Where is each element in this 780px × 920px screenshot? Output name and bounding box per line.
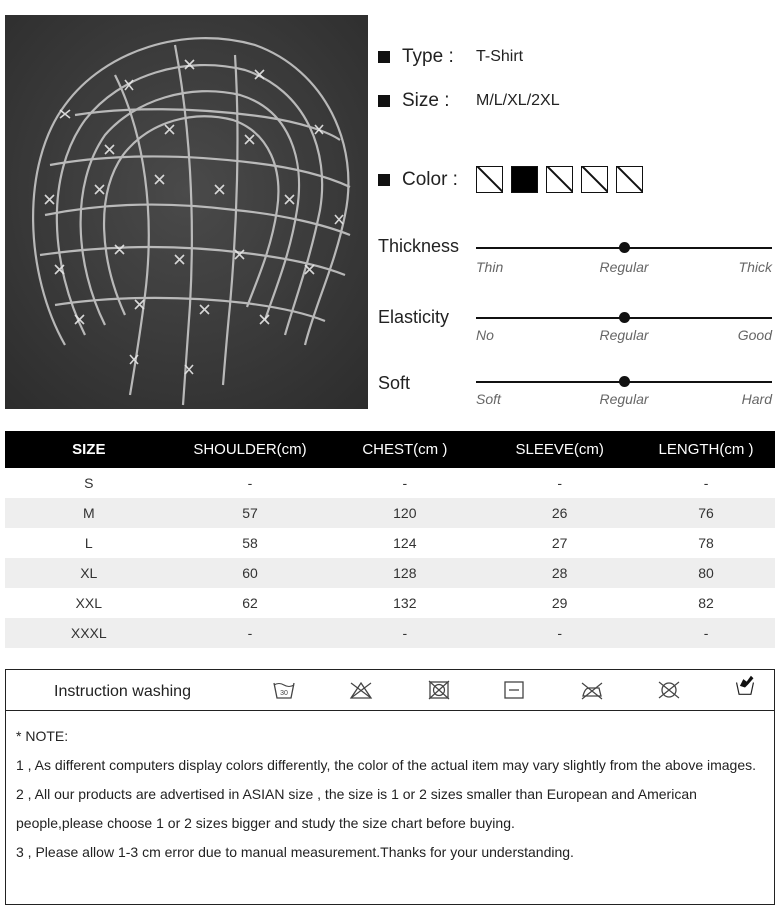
note-2: 2 , All our products are advertised in ASIAN size , the size is 1 or 2 sizes smaller than European and American people,please choose 1 or 2 sizes bigger and study the size chart before buying. [16,786,697,831]
table-cell: 124 [393,535,417,551]
scale-low-text: No [476,327,494,343]
note-3: 3 , Please allow 1-3 cm error due to manual measurement.Thanks for your understanding. [16,844,574,860]
scale-marker [619,376,630,387]
size-table-header [5,431,775,468]
no-bleach-icon [349,679,373,701]
bullet-icon [378,51,390,63]
size-table-header-cell: SHOULDER(cm) [173,431,328,468]
table-row [5,618,775,648]
barbed-wire-skull-icon [5,15,368,409]
bullet-icon [378,174,390,186]
size-table-header-cell: CHEST(cm ) [327,431,482,468]
scale-high-text: Hard [741,391,772,407]
table-cell: 80 [637,558,775,588]
table-cell: 82 [698,595,714,611]
scale-mid-text: Regular [599,259,649,275]
note-1: 1 , As different computers display colors differently, the color of the actual item may vary slightly from the above images. [16,757,757,773]
product-image [5,15,368,409]
washing-header [6,670,774,711]
type-label: Type : [402,46,454,67]
size-table-header-cell: SIZE [5,431,173,468]
color-swatches [476,166,643,193]
notes-heading: * NOTE: [16,728,69,744]
scale-low-text: Soft [476,391,501,407]
size-table-header-cell: SLEEVE(cm) [482,431,637,468]
table-row [5,468,775,498]
table-cell: XL [5,558,173,588]
washing-box [5,669,775,905]
scale-marker [619,242,630,253]
spec-size [378,90,560,112]
bullet-icon [378,95,390,107]
table-row [5,588,775,618]
size-label: Size : [402,90,450,111]
table-cell: - [482,618,637,648]
hand-wash-icon [733,674,757,696]
no-iron-icon [580,679,604,701]
table-cell: 78 [698,535,714,551]
table-row [5,528,775,558]
table-cell: S [84,475,94,491]
scale-high-text: Thick [738,259,772,275]
table-cell: 26 [482,498,637,528]
color-swatch-4[interactable] [581,166,608,193]
color-swatch-3[interactable] [546,166,573,193]
no-tumble-dry-icon [427,679,451,701]
type-value: T-Shirt [476,48,524,65]
table-cell: 58 [242,535,258,551]
scale-marker [619,312,630,323]
svg-text:30: 30 [280,690,288,697]
table-cell: XXL [75,595,103,611]
scale-mid-text: Regular [599,391,649,407]
table-cell: - [247,475,253,491]
spec-type [378,46,524,68]
table-cell: XXXL [5,618,173,648]
table-cell: 29 [551,595,568,611]
table-cell: M [5,498,173,528]
scale-label: Thickness [378,236,460,256]
no-dry-clean-icon [657,679,681,701]
color-swatch-2[interactable] [511,166,538,193]
table-row [5,498,775,528]
table-cell: - [557,475,562,491]
table-cell: 27 [551,535,568,551]
wash-30-icon [272,679,296,701]
table-cell: 57 [173,498,328,528]
scale-label: Soft [378,373,411,393]
color-swatch-1[interactable] [476,166,503,193]
table-cell: - [327,618,482,648]
scale-high-text: Good [737,327,772,343]
size-value: M/L/XL/2XL [476,92,560,109]
table-cell: L [84,535,93,551]
table-cell: - [173,618,328,648]
table-cell: - [637,618,775,648]
table-cell: - [703,475,709,491]
scale-mid-text: Regular [599,327,649,343]
table-cell: - [402,475,408,491]
table-cell: 28 [482,558,637,588]
dry-flat-icon [502,679,526,701]
notes [16,722,772,867]
size-table-header-cell: LENGTH(cm ) [637,431,775,468]
table-cell: 128 [327,558,482,588]
table-cell: 120 [327,498,482,528]
color-swatch-5[interactable] [616,166,643,193]
table-row [5,558,775,588]
table-cell: 132 [393,595,417,611]
size-table [5,431,775,648]
table-cell: 60 [173,558,328,588]
scale-low-text: Thin [476,259,504,275]
washing-title: Instruction washing [54,683,191,700]
spec-color [378,169,458,191]
scale-label: Elasticity [378,307,450,327]
table-cell: 76 [637,498,775,528]
color-label: Color : [402,169,458,190]
table-cell: 62 [242,595,258,611]
